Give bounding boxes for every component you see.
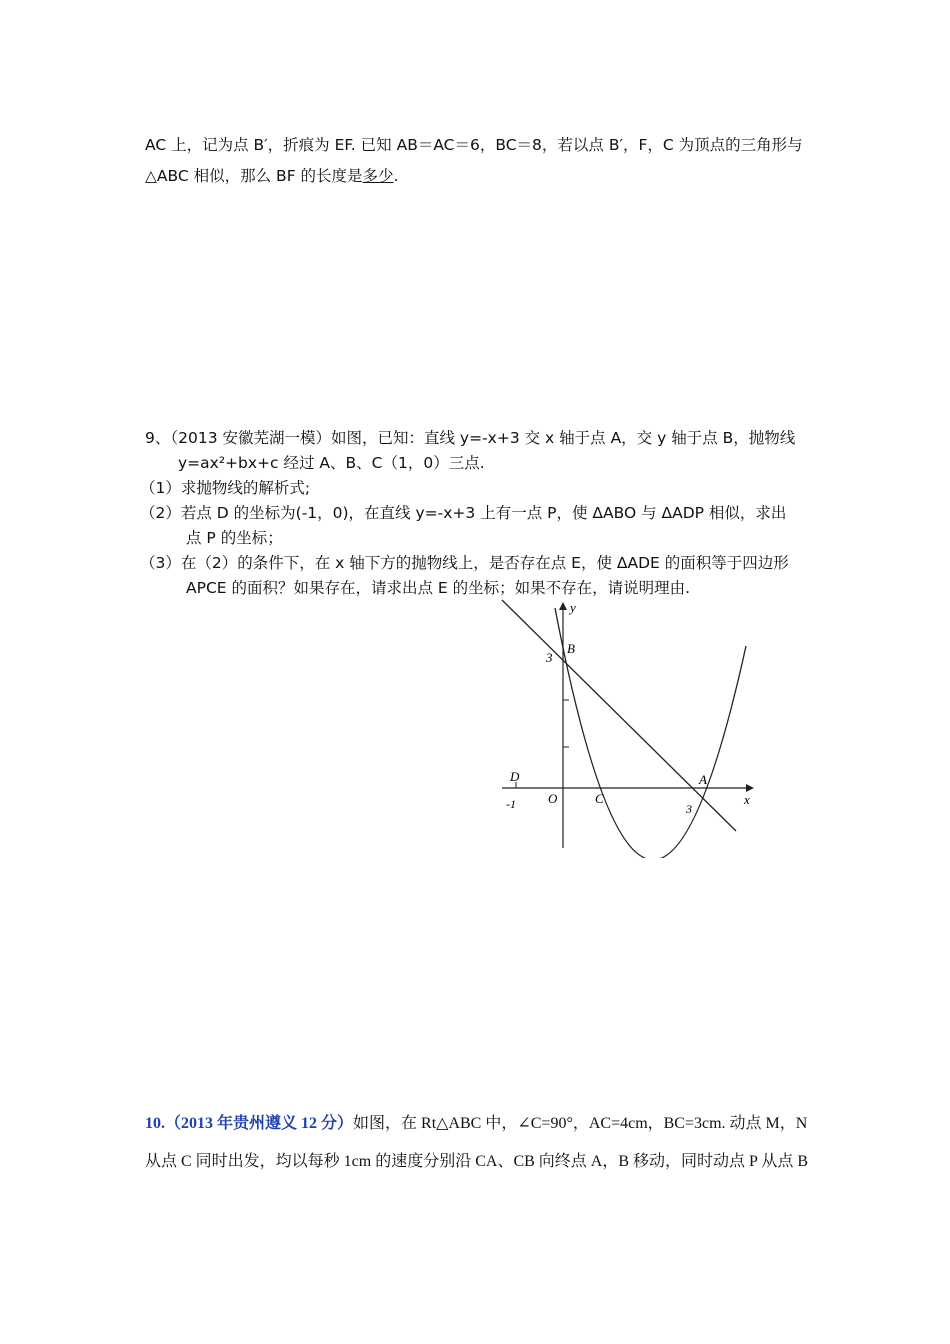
label-D: D: [510, 769, 520, 784]
p9-line1: 9、（2013 安徽芜湖一模）如图，已知：直线 y=-x+3 交 x 轴于点 A，交 y 轴于点 B，抛物线: [145, 429, 796, 447]
p9-question-3: （3）在（2）的条件下，在 x 轴下方的抛物线上，是否存在点 E，使 ΔADE 的面积等于四边形: [140, 554, 789, 572]
p10-line1: [145, 1114, 807, 1134]
p9-question-2-cont: 点 P 的坐标；: [186, 529, 283, 547]
parabola-figure: [496, 598, 766, 858]
p8-line2-end: .: [393, 167, 399, 185]
label-A: A: [699, 772, 707, 787]
p9-question-3-cont: APCE 的面积？如果存在，请求出点 E 的坐标；如果不存在，请说明理由.: [186, 579, 691, 597]
p9-line2: y=ax²+bx+c 经过 A、B、C（1，0）三点.: [178, 454, 485, 472]
y-axis-arrow-icon: [559, 602, 567, 610]
label-C: C: [595, 791, 604, 806]
label-minus-1: -1: [506, 797, 516, 811]
p8-line2-text: △ABC 相似，那么 BF 的长度是: [145, 167, 363, 185]
p10-line2: 从点 C 同时出发，均以每秒 1cm 的速度分别沿 CA、CB 向终点 A，B 移动，同时动点 P 从点 B: [145, 1153, 808, 1170]
parabola-curve: [555, 608, 746, 858]
p10-line1-text: 如图，在 Rt△ABC 中，∠C=90°，AC=4cm，BC=3cm. 动点 M，N: [353, 1115, 808, 1132]
p9-question-2: （2）若点 D 的坐标为(-1，0)，在直线 y=-x+3 上有一点 P，使 ΔABO 与 ΔADP 相似，求出: [140, 504, 787, 522]
p8-line1: AC 上，记为点 B′，折痕为 EF. 已知 AB＝AC＝6，BC＝8，若以点 B′，F，C 为顶点的三角形与: [145, 136, 803, 154]
p10-heading: 10.（2013 年贵州遵义 12 分）: [145, 1115, 354, 1132]
x-axis-arrow-icon: [746, 784, 754, 792]
p8-line2: [145, 166, 399, 186]
label-B: B: [567, 641, 575, 656]
label-3-x: 3: [686, 802, 692, 816]
label-O: O: [548, 791, 558, 806]
label-y: y: [570, 600, 576, 615]
label-3-y: 3: [546, 650, 553, 665]
label-x: x: [744, 792, 750, 807]
p8-underlined-answer: 多少: [362, 167, 394, 185]
p9-question-1: （1）求抛物线的解析式;: [140, 479, 311, 497]
line-y-eq-minus-x-plus-3: [502, 600, 736, 831]
